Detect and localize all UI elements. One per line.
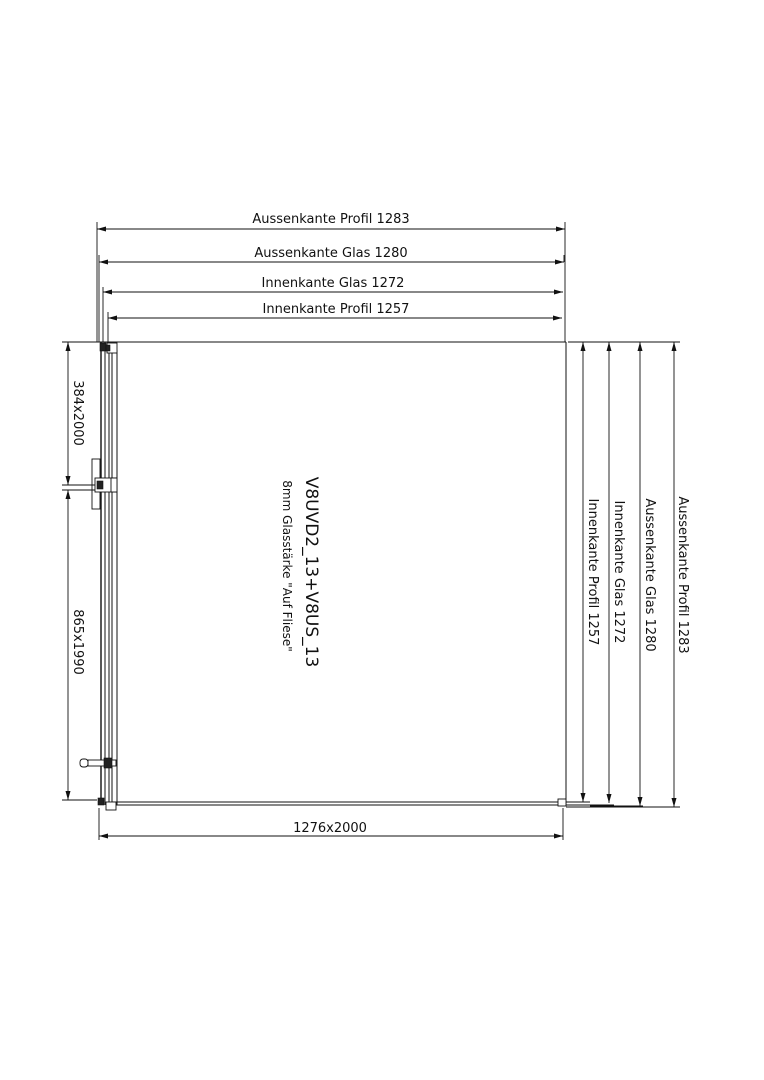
top-dim-label-3: Innenkante Glas 1272 (261, 276, 405, 291)
right-dim-label-1: Innenkante Profil 1257 (585, 498, 600, 646)
left-dim-label-upper: 384x2000 (70, 380, 85, 446)
top-dim-label-4: Innenkante Profil 1257 (262, 302, 410, 317)
bottom-handle (80, 758, 116, 768)
top-dim-label-1: Aussenkante Profil 1283 (252, 212, 410, 227)
bottom-dim-label: 1276x2000 (293, 821, 367, 836)
drawing-title: V8UVD2_13+V8US_13 (301, 476, 321, 668)
bottom-left-bracket (98, 798, 116, 810)
drawing-subtitle: 8mm Glasstärke "Auf Fliese" (280, 480, 294, 652)
right-dim-label-2: Innenkante Glas 1272 (611, 500, 626, 644)
top-dim-label-2: Aussenkante Glas 1280 (254, 246, 408, 261)
left-dim-label-lower: 865x1990 (70, 609, 85, 675)
right-dim-label-3: Aussenkante Glas 1280 (642, 498, 657, 652)
right-dim-label-4: Aussenkante Profil 1283 (675, 496, 690, 654)
enclosure-outline (97, 342, 566, 805)
top-corner-bracket (100, 343, 117, 353)
